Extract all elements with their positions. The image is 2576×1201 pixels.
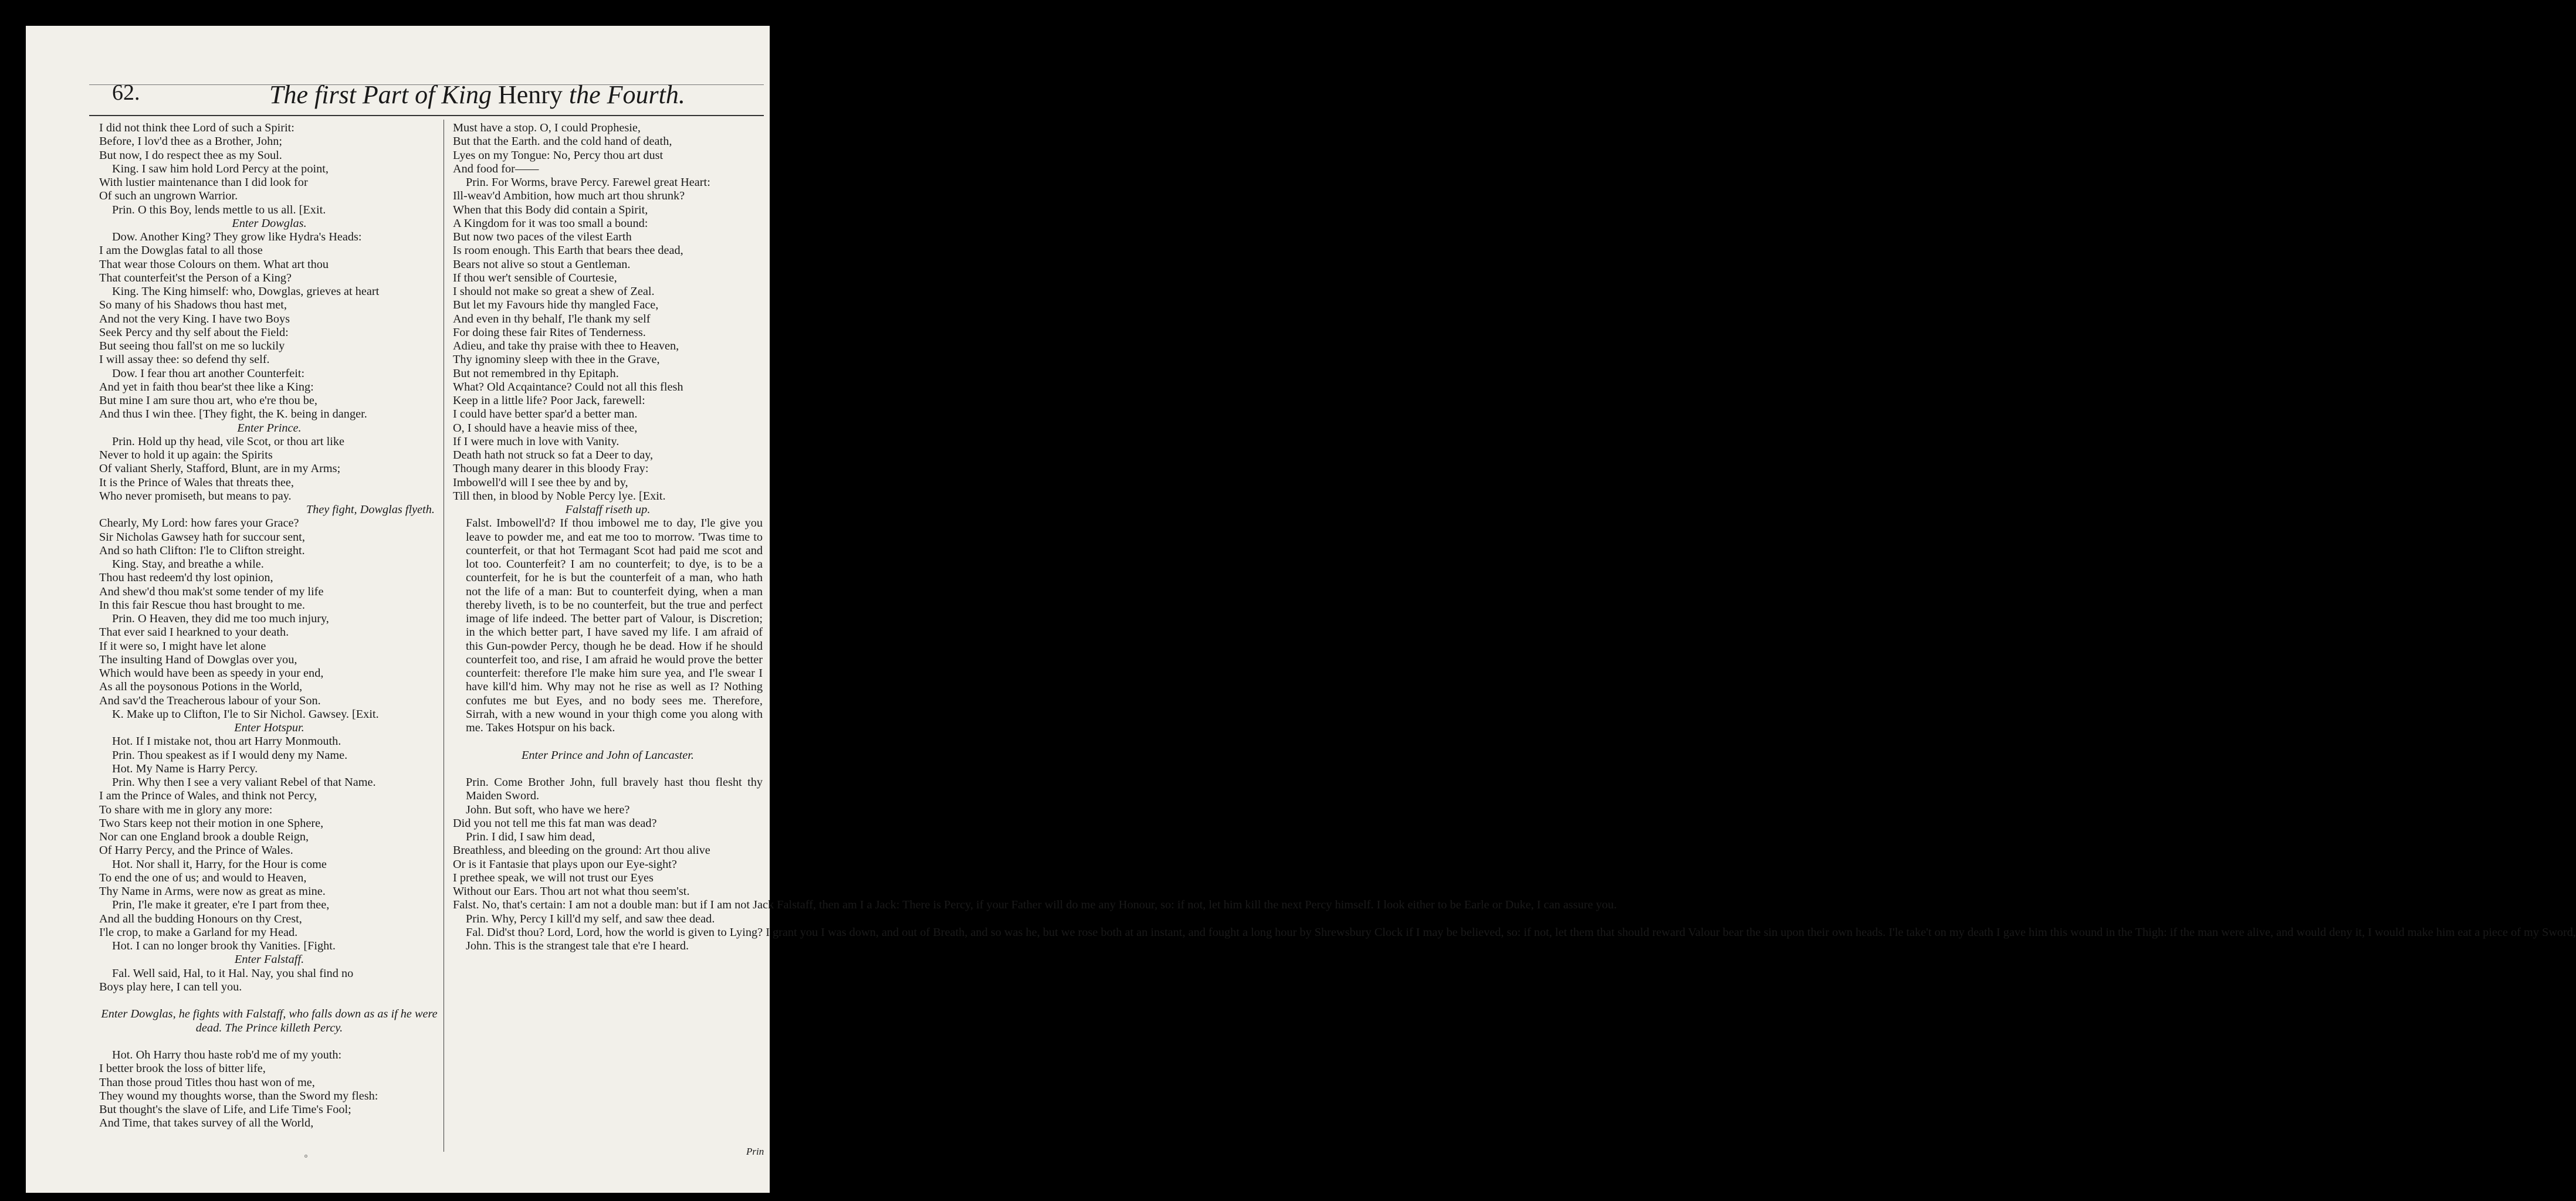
left-column (99, 121, 439, 1165)
left-column-line: If it were so, I might have let alone (99, 639, 266, 653)
left-column-line: King. The King himself: who, Dowglas, grieves at heart (112, 285, 380, 298)
right-column-line: Ill-weav'd Ambition, how much art thou shrunk? (453, 189, 685, 203)
left-column-line: Prin, I'le make it greater, e're I part from thee, (112, 898, 330, 912)
left-column-line: Sir Nicholas Gawsey hath for succour sent, (99, 530, 305, 544)
left-column-line: Dow. I fear thou art another Counterfeit: (112, 367, 305, 380)
spacer (453, 735, 763, 748)
right-column-line: Till then, in blood by Noble Percy lye. [Exit. (453, 489, 666, 503)
left-column-line: Before, I lov'd thee as a Brother, John; (99, 135, 283, 148)
right-column-line: Breathless, and bleeding on the ground: Art thou alive (453, 844, 710, 857)
book-page (26, 26, 2576, 1193)
left-column-line: Boys play here, I can tell you. (99, 980, 242, 993)
left-column-line: I am the Prince of Wales, and think not Percy, (99, 789, 317, 803)
running-head-end: the Fourth. (568, 80, 685, 109)
right-column-line: Did you not tell me this fat man was dead? (453, 816, 657, 830)
left-column-line: King. I saw him hold Lord Percy at the point, (112, 162, 329, 175)
right-column (453, 121, 2576, 1165)
right-column-line: If I were much in love with Vanity. (453, 435, 620, 448)
left-column-line: So many of his Shadows thou hast met, (99, 298, 287, 312)
left-column-line: That wear those Colours on them. What art thou (99, 257, 329, 271)
left-column-line: Which would have been as speedy in your end, (99, 667, 324, 680)
left-column-line: Who never promiseth, but means to pay. (99, 489, 292, 503)
spacer (453, 762, 763, 776)
left-column-line: Fal. Well said, Hal, to it Hal. Nay, you shal find no (112, 966, 354, 980)
right-column-line: Enter Prince and John of Lancaster. (521, 748, 695, 762)
right-column-line: Keep in a little life? Poor Jack, farewell: (453, 394, 645, 407)
left-column-line: And thus I win thee. [They fight, the K. being in danger. (99, 408, 367, 421)
right-column-line: Prin. Why, Percy I kill'd my self, and saw thee dead. (466, 912, 715, 925)
right-column-line: John. This is the strangest tale that e're I heard. (466, 939, 689, 952)
right-column-line: O, I should have a heavie miss of thee, (453, 421, 638, 435)
left-column-line: That ever said I hearkned to your death. (99, 626, 289, 639)
left-column-line: Hot. My Name is Harry Percy. (112, 762, 258, 775)
right-column-line: Bears not alive so stout a Gentleman. (453, 257, 631, 271)
right-column-line: Must have a stop. O, I could Prophesie, (453, 121, 641, 134)
left-column-line: Enter Falstaff. (234, 953, 304, 966)
running-head (269, 80, 685, 110)
right-column-line: Without our Ears. Thou art not what thou seem'st. (453, 885, 690, 898)
left-column-line: Dow. Another King? They grow like Hydra's Heads: (112, 230, 362, 243)
left-column-line: And Time, that takes survey of all the World, (99, 1117, 314, 1130)
right-column-line: But that the Earth. and the cold hand of death, (453, 135, 672, 148)
left-column-line: Hot. Oh Harry thou haste rob'd me of my youth: (112, 1049, 342, 1061)
left-column-line: But now, I do respect thee as my Soul. (99, 148, 282, 162)
right-column-line: But let my Favours hide thy mangled Face, (453, 298, 659, 312)
right-column-line: And even in thy behalf, I'le thank my self (453, 312, 651, 325)
right-column-line: John. But soft, who have we here? (466, 803, 630, 816)
left-column-line: Thy Name in Arms, were now as great as mine. (99, 885, 326, 898)
left-column-line: Two Stars keep not their motion in one Sphere, (99, 816, 324, 830)
left-column-line: But seeing thou fall'st on me so luckily (99, 340, 285, 352)
right-column-line: For doing these fair Rites of Tenderness. (453, 325, 646, 339)
left-column-line: Chearly, My Lord: how fares your Grace? (99, 517, 299, 530)
left-column-line: As all the poysonous Potions in the World, (99, 680, 303, 694)
signature-mark: o (304, 1153, 307, 1159)
left-column-line: In this fair Rescue thou hast brought to me. (99, 598, 305, 612)
right-column-line: Prin. I did, I saw him dead, (466, 830, 595, 843)
left-column-line: To end the one of us; and would to Heaven, (99, 871, 307, 884)
right-column-line: Adieu, and take thy praise with thee to Heaven, (453, 340, 679, 352)
right-column-line: I prethee speak, we will not trust our Eyes (453, 871, 654, 884)
left-column-line: That counterfeit'st the Person of a King? (99, 271, 292, 284)
left-column-line: Hot. If I mistake not, thou art Harry Monmouth. (112, 735, 341, 748)
right-column-line: A Kingdom for it was too small a bound: (453, 216, 648, 230)
right-column-line: Thy ignominy sleep with thee in the Grave, (453, 353, 660, 367)
right-column-line: Falst. Imbowell'd? If thou imbowel me to day, I'le give you leave to powder me, and eat me too to morrow. 'Twas time to counterfeit, or that hot Termagant Scot had paid me scot and lot too. Counterfeit? I am no counterfeit; to dye, is to be a counterfeit, for he is but the counterfeit of a man, who hath not the life of a man: But to counterfeit dying, when a man thereby liveth, is to be no counterfeit, but the true and perfect image of life indeed. The better part of Valour, is Discretion; in the which better part, I have saved my life. I am afraid of this Gun-powder Percy, though he be dead. How if he should counterfeit too, and rise, I am afraid he would prove the better counterfeit: therefore I'le make him sure yea, and I'le swear I have kill'd him. Why may not he rise as well as I? Nothing confutes me but Eyes, and no body sees me. Therefore, Sirrah, with a new wound in your thigh come you along with me. Takes Hotspur on his back. (466, 517, 763, 734)
left-column-line: Prin. O this Boy, lends mettle to us all. [Exit. (112, 203, 326, 216)
left-column-line: Hot. I can no longer brook thy Vanities. [Fight. (112, 939, 336, 952)
right-column-line: Imbowell'd will I see thee by and by, (453, 476, 628, 489)
left-column-line: Seek Percy and thy self about the Field: (99, 325, 289, 339)
left-column-line: Of valiant Sherly, Stafford, Blunt, are in my Arms; (99, 462, 341, 476)
left-column-line: To share with me in glory any more: (99, 803, 273, 816)
right-column-line: Prin. Come Brother John, full bravely hast thou flesht thy Maiden Sword. (466, 776, 763, 803)
left-column-line: Nor can one England brook a double Reign, (99, 830, 309, 843)
right-column-line: But not remembred in thy Epitaph. (453, 367, 619, 380)
left-column-line: I'le crop, to make a Garland for my Head. (99, 925, 298, 939)
left-column-line: And shew'd thou mak'st some tender of my life (99, 585, 324, 598)
running-head-roman: Henry (497, 80, 563, 109)
left-column-line: King. Stay, and breathe a while. (112, 558, 264, 571)
right-column-line: Fal. Did'st thou? Lord, Lord, how the world is given to Lying? I grant you I was down, and out of Breath, and so was he, but we rose both at an instant, and fought a long hour by Shrewsbury Clock if I may be believed, so: if not, let them that should reward Valour bear the sin upon their own heads. I'le take't on my death I gave him this wound in the Thigh: if the man were alive, and would deny it, I would make him eat a piece of my Sword, (466, 925, 2576, 939)
left-column-line: And sav'd the Treacherous labour of your Son. (99, 694, 321, 707)
left-column-line: Prin. Why then I see a very valiant Rebel of that Name. (112, 776, 376, 789)
left-column-line: With lustier maintenance than I did look for (99, 176, 308, 189)
left-column-line: I am the Dowglas fatal to all those (99, 244, 263, 257)
right-column-line: Though many dearer in this bloody Fray: (453, 462, 649, 476)
spacer (99, 1035, 439, 1049)
left-column-line: And not the very King. I have two Boys (99, 312, 290, 325)
left-column-line: They wound my thoughts worse, than the Sword my flesh: (99, 1089, 378, 1102)
left-column-line: Of such an ungrown Warrior. (99, 189, 238, 203)
left-column-line: But thought's the slave of Life, and Life Time's Fool; (99, 1103, 351, 1116)
left-column-line: Enter Hotspur. (234, 721, 304, 734)
right-column-line: Lyes on my Tongue: No, Percy thou art dust (453, 148, 664, 162)
left-column-line: I will assay thee: so defend thy self. (99, 353, 270, 367)
right-column-line: Or is it Fantasie that plays upon our Eye-sight? (453, 857, 677, 871)
right-column-line: I should not make so great a shew of Zeal. (453, 285, 655, 298)
right-column-line: And food for—— (453, 162, 539, 175)
header-rule (89, 115, 764, 116)
left-column-line: Never to hold it up again: the Spirits (99, 449, 273, 462)
right-column-line: Death hath not struck so fat a Deer to day, (453, 449, 654, 462)
right-column-line: Prin. For Worms, brave Percy. Farewel great Heart: (466, 176, 710, 189)
left-column-line: I did not think thee Lord of such a Spirit: (99, 121, 295, 134)
left-column-line: But mine I am sure thou art, who e're thou be, (99, 394, 318, 407)
left-column-line: And so hath Clifton: I'le to Clifton streight. (99, 544, 305, 557)
left-column-line: Prin. Thou speakest as if I would deny my Name. (112, 748, 348, 762)
left-column-line: Prin. O Heaven, they did me too much injury, (112, 612, 329, 625)
right-column-line: What? Old Acqaintance? Could not all this flesh (453, 380, 683, 393)
left-column-line: Hot. Nor shall it, Harry, for the Hour is come (112, 857, 327, 871)
spacer (99, 994, 439, 1007)
left-column-line: Of Harry Percy, and the Prince of Wales. (99, 844, 293, 857)
left-column-line: Prin. Hold up thy head, vile Scot, or thou art like (112, 435, 344, 448)
left-column-line: They fight, Dowglas flyeth. (306, 503, 435, 516)
right-column-line: When that this Body did contain a Spirit, (453, 203, 648, 216)
catchword: Prin (746, 1146, 764, 1157)
left-column-line: The insulting Hand of Dowglas over you, (99, 653, 297, 666)
right-column-line: But now two paces of the vilest Earth (453, 230, 632, 243)
left-column-line: Enter Prince. (237, 421, 302, 435)
right-column-line: Falst. No, that's certain: I am not a double man: but if I am not Jack Falstaff, then am I a Jack: There is Percy, if your Father will do me any Honour, so: if not, let him kill the next Percy himself. I look either to be Earle or Duke, I can assure you. (453, 898, 1617, 912)
left-column-line: And yet in faith thou bear'st thee like a King: (99, 380, 314, 393)
left-column-line: I better brook the loss of bitter life, (99, 1062, 266, 1076)
left-column-line: Enter Dowglas. (232, 216, 307, 230)
left-column-line: And all the budding Honours on thy Crest, (99, 912, 302, 925)
running-head-italic: The first Part of King (269, 80, 492, 109)
right-column-line: I could have better spar'd a better man. (453, 408, 638, 421)
left-column-line: Than those proud Titles thou hast won of me, (99, 1076, 315, 1089)
left-column-line: Enter Dowglas, he fights with Falstaff, who falls down as as if he were dead. The Prince killeth Percy. (101, 1007, 438, 1034)
page-number: 62. (112, 80, 140, 105)
left-column-line: Thou hast redeem'd thy lost opinion, (99, 571, 273, 585)
right-column-line: If thou wer't sensible of Courtesie, (453, 271, 617, 284)
left-column-line: It is the Prince of Wales that threats thee, (99, 476, 294, 489)
right-column-line: Falstaff riseth up. (565, 503, 651, 516)
left-column-line: K. Make up to Clifton, I'le to Sir Nichol. Gawsey. [Exit. (112, 707, 379, 721)
right-column-line: Is room enough. This Earth that bears thee dead, (453, 244, 683, 257)
